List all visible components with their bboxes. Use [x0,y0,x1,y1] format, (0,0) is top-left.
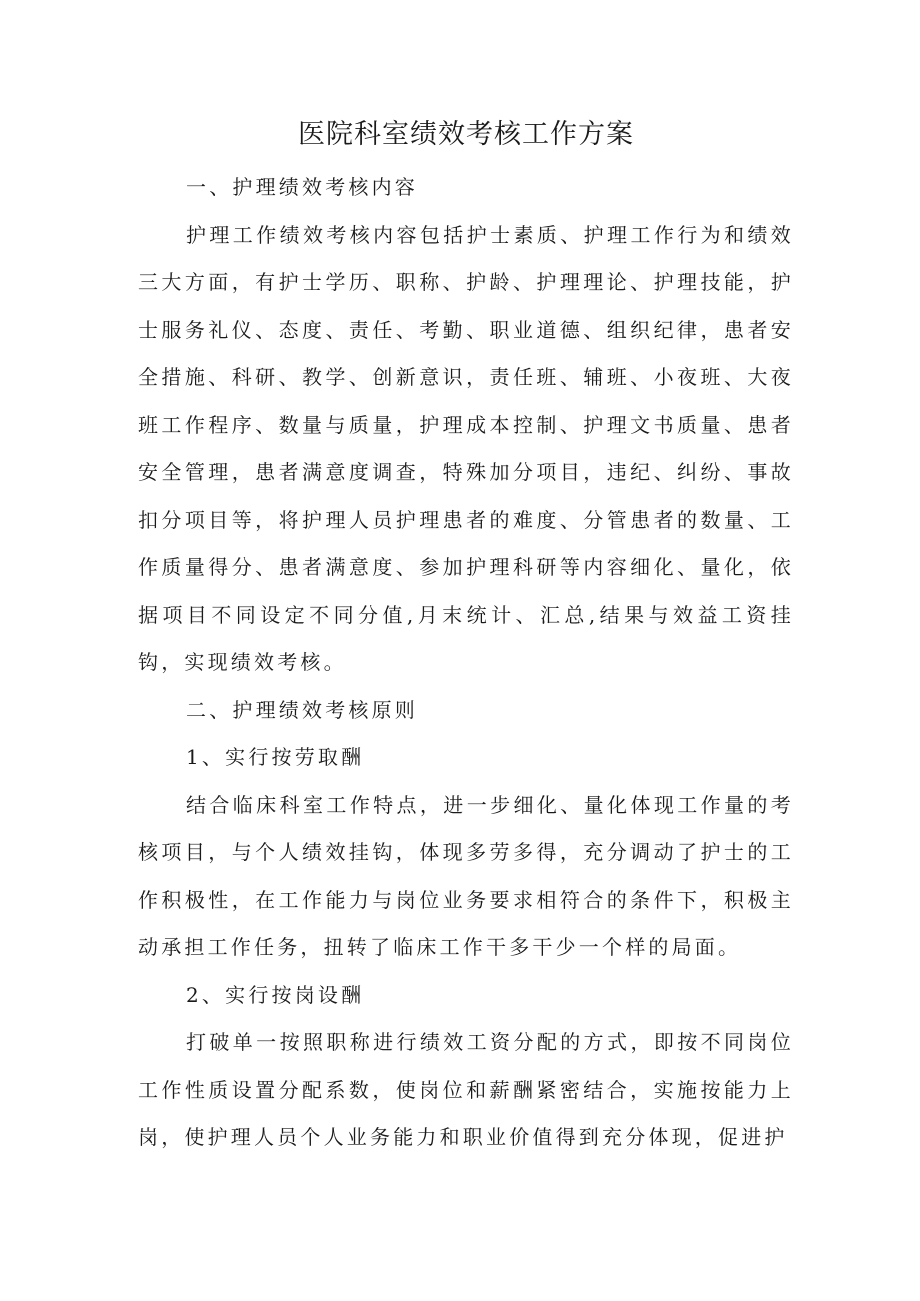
paragraph-content: 护理工作绩效考核内容包括护士素质、护理工作行为和绩效三大方面，有护士学历、职称、护龄、护理理论、护理技能，护士服务礼仪、态度、责任、考勤、职业道德、组织纪律，患者安全措施、科研、教学、创新意识，责任班、辅班、小夜班、大夜班工作程序、数量与质量，护理成本控制、护理文书质量、患者安全管理，患者满意度调查，特殊加分项目，违纪、纠纷、事故扣分项目等，将护理人员护理患者的难度、分管患者的数量、工作质量得分、患者满意度、参加护理科研等内容细化、量化，依据项目不同设定不同分值,月末统计、汇总,结果与效益工资挂钩，实现绩效考核。 [138,222,794,674]
paragraph-pay-by-post: 打破单一按照职称进行绩效工资分配的方式，即按不同岗位工作性质设置分配系数，使岗位和薪酬紧密结合，实施按能力上岗，使护理人员个人业务能力和职业价值得到充分体现，促进护 [138,1030,794,1149]
document-title: 医院科室绩效考核工作方案 [298,119,634,150]
sub-heading-pay-by-post: 2、实行按岗设酬 [186,982,365,1007]
section-heading-content: 一、护理绩效考核内容 [186,175,418,199]
document-page [138,112,794,1162]
paragraph-pay-by-work: 结合临床科室工作特点，进一步细化、量化体现工作量的考核项目，与个人绩效挂钩，体现多劳多得，充分调动了护士的工作积极性，在工作能力与岗位业务要求相符合的条件下，积极主动承担工作任务，扭转了临床工作干多干少一个样的局面。 [138,792,794,959]
sub-heading-pay-by-work: 1、实行按劳取酬 [186,745,365,769]
section-heading-principles: 二、护理绩效考核原则 [186,697,418,722]
